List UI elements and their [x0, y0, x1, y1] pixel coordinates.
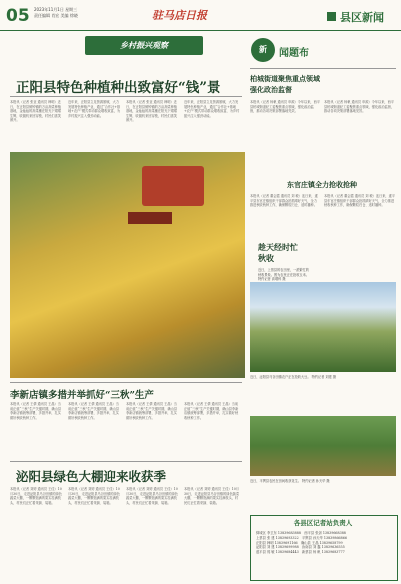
column-banner-label: 乡村振兴观察 [120, 40, 168, 50]
right-headline-1-line-2: 强化政治监督 [250, 85, 292, 94]
news-badge: 新 [251, 38, 275, 62]
article-2-col-4: 本报讯（记者 王倩 通讯员 王晶）当前正值“三秋”生产关键时期，确山县李新店镇统筹部署，多措并举，扎实做好秋收秋种工作。 [184, 402, 239, 420]
contact-entry: 驿城区 李卫东 13839683888 [256, 531, 301, 535]
divider [250, 68, 396, 69]
article-2-headline: 李新店镇多措并举抓好“三秋”生产 [10, 390, 154, 401]
main-headline: 正阳县特色种植种出致富好“钱”景 [16, 80, 221, 96]
article-2-col-2: 本报讯（记者 王倩 通讯员 王晶）当前正值“三秋”生产关键时期，确山县李新店镇统筹部署，多措并举，扎实做好秋收秋种工作。 [68, 402, 120, 420]
section-title: 县区新闻 [340, 11, 384, 24]
page-number: 05 [6, 6, 30, 26]
column-banner [85, 36, 203, 55]
news-badge-text: 闻题布 [279, 48, 309, 59]
contact-list [256, 531, 396, 555]
main-article-col-4: 近年来，正阳县立足资源禀赋，大力发展特色种植产业，通过“合作社+基地+农户”模式带动群众增收致富，为乡村振兴注入强劲动能。 [184, 100, 240, 118]
right-photo [250, 282, 396, 372]
article-3-col-4: 本报讯（记者 刘婷 通讯员 王佳）10月30日，走进泌阳县马谷田镇的绿色蔬菜大棚，一颗颗饱满的果实挂满枝头，村民们正忙着采摘、装箱。 [184, 487, 240, 505]
article-2-col-1: 本报讯（记者 王倩 通讯员 王晶）当前正值“三秋”生产关键时期，确山县李新店镇统筹部署，多措并举，扎实做好秋收秋种工作。 [10, 402, 62, 420]
contact-entry: 上蔡县 张 建 13839693322 [256, 535, 299, 540]
right-article-1-col-2: 本报讯（记者 杨帆 通讯员 申源）今年以来，西平县柏城街道纪工委聚焦重点领域，强化政治监督，推动各项决策部署落地见效。 [324, 100, 395, 114]
right-headline-2: 东官庄镇全力抢收抢种 [287, 180, 357, 189]
paper-name: 驻马店日报 [152, 9, 207, 22]
main-article-col-2: 近年来，正阳县立足资源禀赋，大力发展特色种植产业，通过“合作社+基地+农户”模式带动群众增收致富，为乡村振兴注入强劲动能。 [68, 100, 121, 118]
article-3-col-1: 本报讯（记者 刘婷 通讯员 王佳）10月30日，走进泌阳县马谷田镇的绿色蔬菜大棚，一颗颗饱满的果实挂满枝头，村民们正忙着采摘、装箱。 [10, 487, 62, 505]
harvester-shape [142, 166, 204, 206]
contact-entry: 正阳县 韩明 13839691166 [256, 540, 298, 545]
right-photo-caption: 近日，泌阳县马谷田镇农户正在抢收大豆。 特约记者 刘建 摄 [250, 375, 336, 379]
section-marker [327, 12, 336, 21]
article-3-col-2: 本报讯（记者 刘婷 通讯员 王佳）10月30日，走进泌阳县马谷田镇的绿色蔬菜大棚，一颗颗饱满的果实挂满枝头，村民们正忙着采摘、装箱。 [68, 487, 120, 505]
divider [10, 461, 242, 462]
main-article-col-1: 本报讯（记者 张亚 通讯员 韩明）近日，在正阳县铜钟镇的万亩高粱种植基地，金灿灿的高粱穗在阳光下熠熠生辉，收割机来回穿梭，村民们喜笑颜开。 [10, 100, 61, 123]
contact-row [256, 550, 396, 555]
contact-entry: 新蔡县 杨 帆 13839683777 [302, 550, 345, 555]
photo-caption: 近日，上蔡县的农田里，一派繁忙的秋收景象。图为农民正在抢收玉米。 特约记者 高增科 摄 [258, 268, 309, 282]
contact-entry: 汝南县 刘 鑫 13839636555 [302, 545, 345, 550]
right-article-2-col-1: 本报讯（记者 董会霞 通讯员 刘 敏）连日来，遂平县东官庄镇组织干部群众抢抓晴好天气，全力推进秋收秋种工作，确保颗粒归仓、适时播种。 [250, 194, 318, 208]
date-line-1: 2023年11月1日 星期三 [34, 7, 78, 12]
contact-box-title: 各县区记者站负责人 [293, 519, 353, 527]
date-line-2: 责任编辑 肖宏 美编 徐晓 [34, 12, 78, 18]
contact-entry: 平舆县 孙天华 13839866866 [302, 535, 347, 540]
contact-entry: 确山县 王晶 13839658799 [300, 540, 343, 545]
article-3-col-3: 本报讯（记者 刘婷 通讯员 王佳）10月30日，走进泌阳县马谷田镇的绿色蔬菜大棚，一颗颗饱满的果实挂满枝头，村民们正忙着采摘、装箱。 [126, 487, 178, 505]
divider [10, 382, 242, 383]
photo-big-caption: 趁天经时忙秋收 [258, 242, 298, 263]
truck-shape [128, 212, 172, 224]
right-article-2-col-2: 本报讯（记者 董会霞 通讯员 刘 敏）连日来，遂平县东官庄镇组织干部群众抢抓晴好天气，全力推进秋收秋种工作，确保颗粒归仓、适时播种。 [324, 194, 395, 208]
bottom-right-photo-caption: 近日，平舆县农民在田间收获花生。 特约记者 孙天华 摄 [250, 479, 330, 483]
bottom-right-photo [250, 416, 396, 476]
contact-entry: 遂平县 郭 敏 13839684443 [256, 550, 299, 555]
article-2-col-3: 本报讯（记者 王倩 通讯员 王晶）当前正值“三秋”生产关键时期，确山县李新店镇统筹部署，多措并举，扎实做好秋收秋种工作。 [126, 402, 178, 420]
article-3-headline: 泌阳县绿色大棚迎来收获季 [16, 469, 167, 484]
divider [10, 96, 242, 97]
right-article-1-col-1: 本报讯（记者 杨帆 通讯员 申源）今年以来，西平县柏城街道纪工委聚焦重点领域，强化政治监督，推动各项决策部署落地见效。 [250, 100, 320, 114]
contact-entry: 泌阳县 刘 建 13839699988 [256, 545, 299, 550]
contact-entry: 西平县 张剑 13839668388 [304, 531, 346, 535]
right-headline-1-line-1: 柏城街道聚焦重点领域 [250, 74, 320, 83]
main-photo [10, 152, 245, 378]
main-article-col-3: 本报讯（记者 张亚 通讯员 韩明）近日，在正阳县铜钟镇的万亩高粱种植基地，金灿灿的高粱穗在阳光下熠熠生辉，收割机来回穿梭，村民们喜笑颜开。 [126, 100, 177, 123]
date-info [34, 7, 78, 18]
